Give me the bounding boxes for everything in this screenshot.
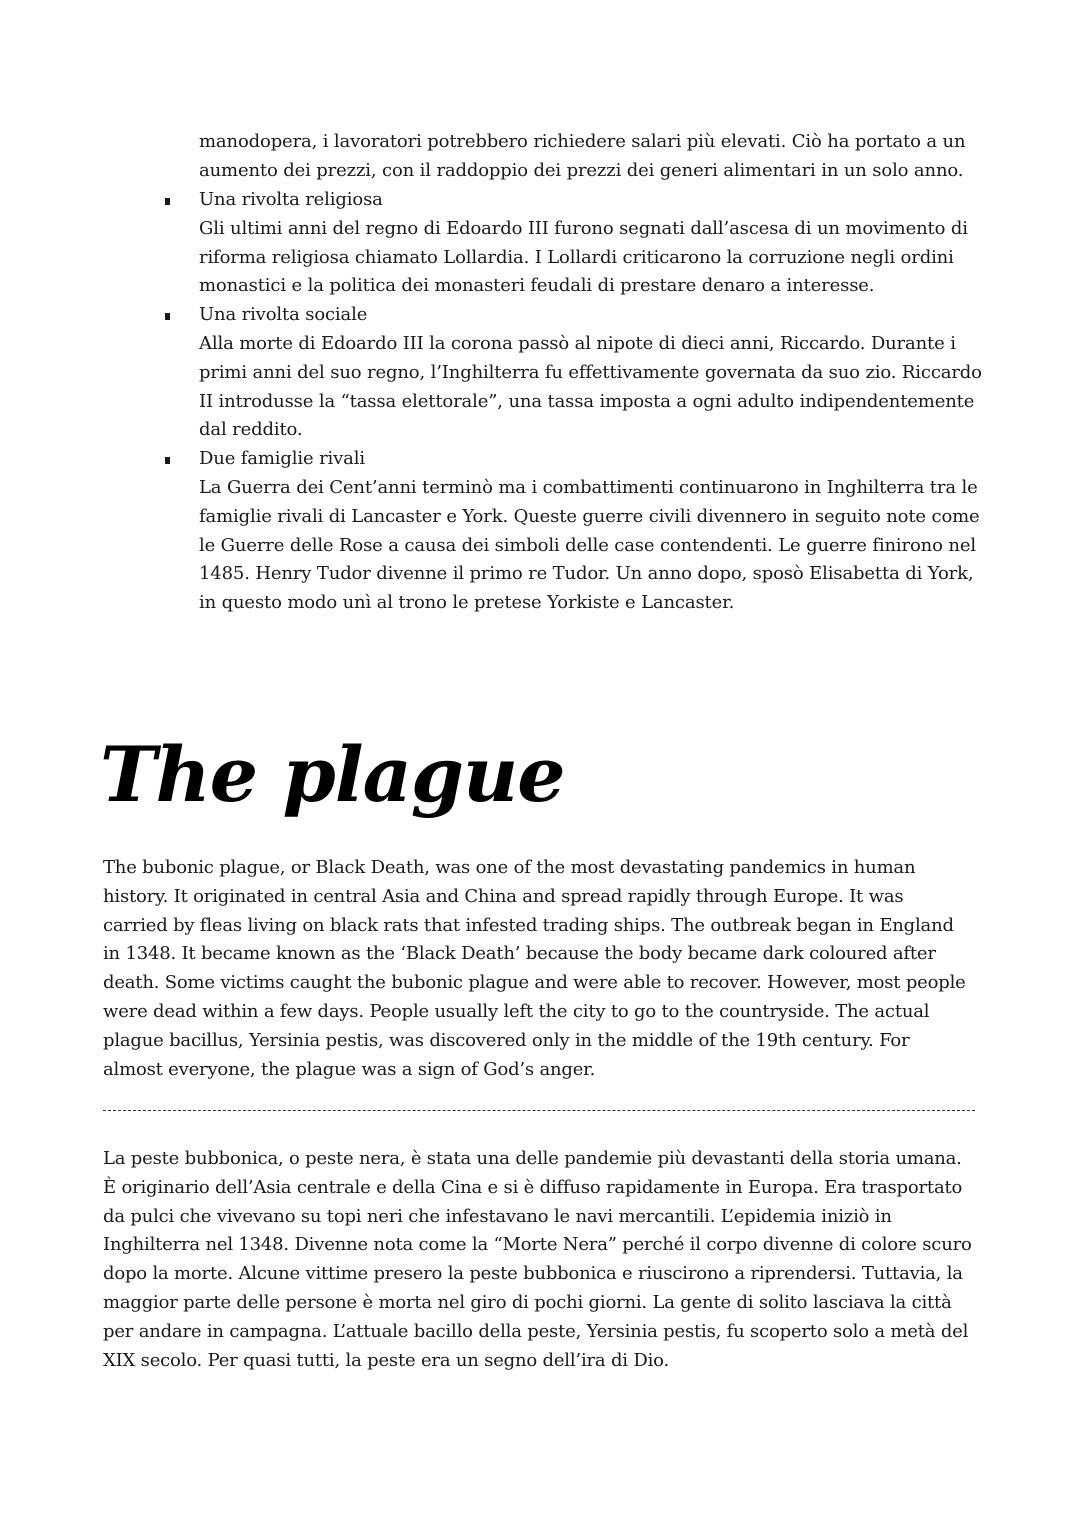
bullet-title: Una rivolta religiosa	[199, 189, 383, 210]
list-item	[199, 186, 989, 301]
square-bullet-icon	[165, 198, 170, 205]
list-item	[199, 301, 989, 445]
list-item	[199, 445, 989, 618]
dashed-divider	[103, 1110, 975, 1111]
continuation-paragraph: manodopera, i lavoratori potrebbero richiedere salari più elevati. Ciò ha portato a un aumento dei prezzi, con il raddoppio dei prezzi dei generi alimentari in un solo anno.	[199, 131, 966, 181]
continuation-text	[199, 128, 989, 186]
bullet-title: Due famiglie rivali	[199, 448, 365, 470]
bullet-body: La Guerra dei Cent’anni terminò ma i combattimenti continuarono in Inghilterra tra le famiglie rivali di Lancaster e York. Queste guerre civili divennero in seguito note come le Guerre delle Rose a causa dei simboli delle case contendenti. Le guerre finirono nel 1485. Henry Tudor divenne il primo re Tudor. Un anno dopo, sposò Elisabetta di York, in questo modo unì al trono le pretese Yorkiste e Lancaster.	[199, 476, 980, 614]
italian-paragraph: La peste bubbonica, o peste nera, è stata una delle pandemie più devastanti della storia umana. È originario dell’Asia centrale e della Cina e si è diffuso rapidamente in Europa. Era trasportato da pulci che vivevano su topi neri che infestavano le navi mercantili. L’epidemia iniziò in Inghilterra nel 1348. Divenne nota come la “Morte Nera” perché il corpo divenne di colore scuro dopo la morte. Alcune vittime presero la peste bubbonica e riuscirono a riprendersi. Tuttavia, la maggior parte delle persone è morta nel giro di pochi giorni. La gente di solito lasciava la città per andare in campagna. L’attuale bacillo della peste, Yersinia pestis, fu scoperto solo a metà del XIX secolo. Per quasi tutti, la peste era un segno dell’ira di Dio.	[103, 1148, 972, 1371]
bullet-body: Gli ultimi anni del regno di Edoardo III furono segnati dall’ascesa di un movimento di riforma religiosa chiamato Lollardia. I Lollardi criticarono la corruzione negli ordini monastici e la politica dei monasteri feudali di prestare denaro a interesse.	[199, 217, 968, 297]
bullet-title: Una rivolta sociale	[199, 304, 368, 326]
square-bullet-icon	[165, 313, 170, 320]
bullet-list	[199, 186, 989, 618]
english-paragraph: The bubonic plague, or Black Death, was one of the most devastating pandemics in human history. It originated in central Asia and China and spread rapidly through Europe. It was carried by fleas living on black rats that infested trading ships. The outbreak began in England in 1348. It became known as the ‘Black Death’ because the body became dark coloured after death. Some victims caught the bubonic plague and were able to recover. However, most people were dead within a few days. People usually left the city to go to the countryside. The actual plague bacillus, Yersinia pestis, was discovered only in the middle of the 19th century. For almost everyone, the plague was a sign of God’s anger.	[103, 857, 966, 1080]
bullet-body: Alla morte di Edoardo III la corona passò al nipote di dieci anni, Riccardo. Durante i primi anni del suo regno, l’Inghilterra fu effettivamente governata da suo zio. Riccardo II introdusse la “tassa elettorale”, una tassa imposta a ogni adulto indipendentemente dal reddito.	[199, 332, 982, 441]
square-bullet-icon	[165, 457, 170, 464]
section-heading: The plague	[100, 730, 565, 819]
